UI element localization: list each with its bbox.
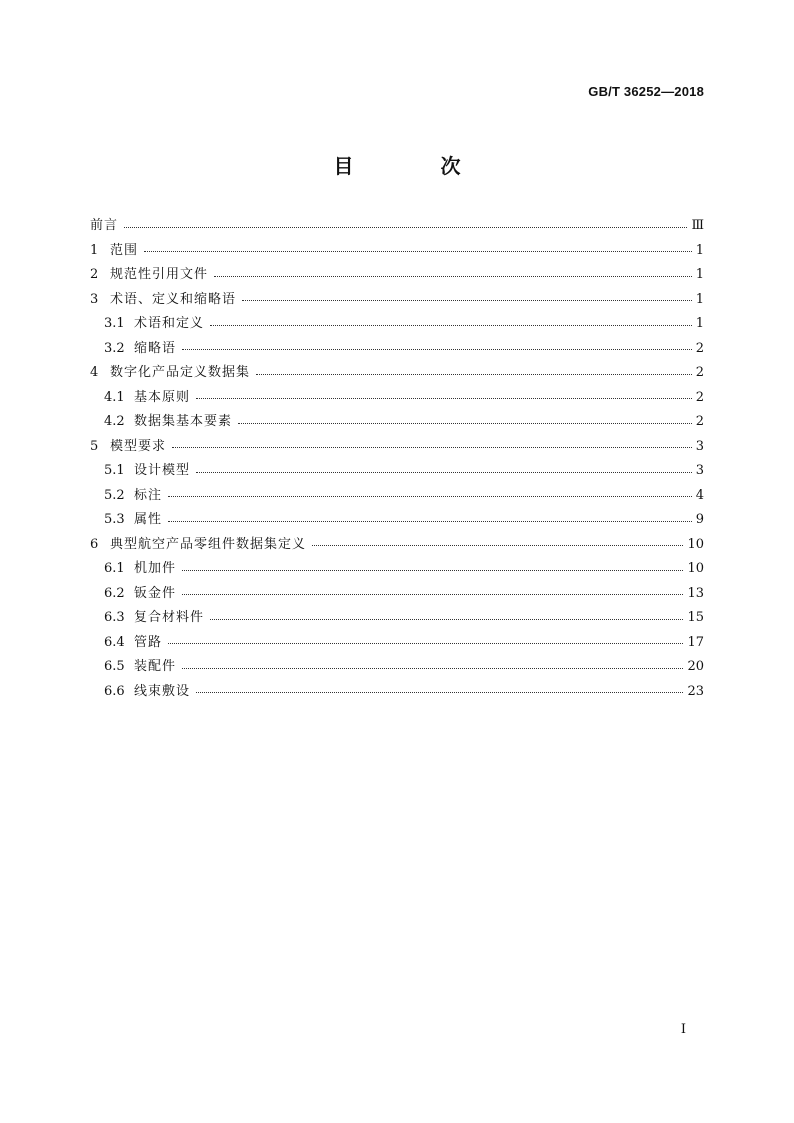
toc-entry-number: 5.2	[104, 487, 125, 503]
toc-entry-title: 线束敷设	[134, 683, 191, 699]
page-number: Ⅰ	[680, 1022, 686, 1037]
toc-entry-title: 术语、定义和缩略语	[110, 291, 237, 307]
toc-leader-dots	[182, 668, 683, 669]
toc-entry-title: 装配件	[134, 659, 177, 674]
toc-entry-page: 1	[695, 242, 704, 258]
toc-entry-5-1[interactable]	[90, 459, 704, 484]
toc-entry-page: 17	[687, 634, 704, 650]
toc-entry-6-5[interactable]	[90, 655, 704, 680]
toc-entry-title: 机加件	[134, 561, 177, 576]
toc-entry-page: 3	[695, 463, 704, 478]
toc-entry-number: 3.2	[104, 340, 125, 356]
toc-entry-number: 4.2	[104, 414, 125, 429]
toc-entry-3-2[interactable]	[90, 337, 704, 362]
toc-entry-1[interactable]	[90, 239, 704, 264]
toc-entry-4-1[interactable]	[90, 386, 704, 411]
toc-entry-title: 范围	[110, 242, 139, 258]
toc-entry-title: 典型航空产品零组件数据集定义	[110, 536, 307, 552]
toc-leader-dots	[182, 349, 692, 350]
toc-entry-title: 复合材料件	[134, 610, 205, 625]
toc-entry-number: 5.3	[104, 512, 125, 527]
toc-entry-6-1[interactable]	[90, 557, 704, 582]
toc-entry-5-2[interactable]	[90, 484, 704, 509]
toc-entry-number: 4.1	[104, 389, 125, 405]
toc-leader-dots	[242, 300, 692, 301]
toc-entry-6-4[interactable]	[90, 631, 704, 656]
table-of-contents	[90, 214, 704, 704]
toc-leader-dots	[196, 692, 683, 693]
toc-entry-page: 3	[695, 438, 704, 454]
toc-entry-5-3[interactable]	[90, 508, 704, 533]
toc-entry-title: 标注	[134, 487, 163, 503]
toc-leader-dots	[256, 374, 692, 375]
toc-entry-4[interactable]	[90, 361, 704, 386]
toc-entry-title: 规范性引用文件	[110, 267, 209, 282]
toc-leader-dots	[182, 594, 683, 595]
toc-entry-page: 4	[695, 487, 704, 503]
toc-entry-title: 前言	[90, 218, 119, 233]
toc-entry-number: 5	[90, 438, 99, 454]
toc-entry-5[interactable]	[90, 435, 704, 460]
toc-entry-title: 数字化产品定义数据集	[110, 365, 251, 380]
toc-leader-dots	[238, 423, 692, 424]
toc-entry-page: 23	[687, 683, 704, 699]
toc-entry-page: Ⅲ	[691, 218, 704, 233]
toc-entry-page: 9	[695, 512, 704, 527]
toc-entry-number: 6.6	[104, 683, 125, 699]
toc-entry-3-1[interactable]	[90, 312, 704, 337]
toc-leader-dots	[144, 251, 692, 252]
toc-leader-dots	[124, 227, 687, 228]
toc-entry-number: 6.2	[104, 585, 125, 601]
toc-entry-6[interactable]	[90, 533, 704, 558]
toc-entry-page: 1	[695, 316, 704, 331]
toc-entry-2[interactable]	[90, 263, 704, 288]
toc-entry-title: 数据集基本要素	[134, 414, 233, 429]
toc-entry-title: 模型要求	[110, 438, 167, 454]
toc-leader-dots	[182, 570, 683, 571]
toc-entry-number: 6.4	[104, 634, 125, 650]
toc-entry-6-6[interactable]	[90, 680, 704, 705]
toc-entry-title: 术语和定义	[134, 316, 205, 331]
toc-leader-dots	[312, 545, 683, 546]
toc-entry-page: 10	[687, 561, 704, 576]
toc-leader-dots	[210, 325, 692, 326]
toc-entry-number: 6.5	[104, 659, 125, 674]
toc-entry-number: 6	[90, 536, 99, 552]
toc-entry-3[interactable]	[90, 288, 704, 313]
toc-entry-page: 15	[687, 610, 704, 625]
toc-leader-dots	[214, 276, 692, 277]
toc-entry-page: 1	[695, 291, 704, 307]
standard-code: GB/T 36252—2018	[588, 84, 704, 99]
toc-entry-title: 基本原则	[134, 389, 191, 405]
toc-entry-page: 13	[687, 585, 704, 601]
toc-leader-dots	[196, 472, 692, 473]
toc-entry-title: 属性	[134, 512, 163, 527]
toc-entry-6-3[interactable]	[90, 606, 704, 631]
toc-entry-number: 1	[90, 242, 99, 258]
toc-entry-title: 钣金件	[134, 585, 177, 601]
toc-entry-title: 缩略语	[134, 340, 177, 356]
toc-entry-number: 6.3	[104, 610, 125, 625]
toc-entry-page: 2	[695, 389, 704, 405]
toc-entry-number: 2	[90, 267, 99, 282]
toc-entry-page: 1	[695, 267, 704, 282]
toc-entry-4-2[interactable]	[90, 410, 704, 435]
toc-leader-dots	[172, 447, 692, 448]
toc-entry-number: 3.1	[104, 316, 125, 331]
toc-entry-number: 4	[90, 365, 99, 380]
toc-entry-number: 3	[90, 291, 99, 307]
toc-entry-page: 2	[695, 414, 704, 429]
toc-entry-title: 设计模型	[134, 463, 191, 478]
toc-entry-page: 2	[695, 340, 704, 356]
toc-leader-dots	[168, 521, 692, 522]
toc-leader-dots	[168, 496, 692, 497]
toc-leader-dots	[210, 619, 683, 620]
toc-entry-page: 20	[687, 659, 704, 674]
toc-leader-dots	[168, 643, 683, 644]
toc-entry-title: 管路	[134, 634, 163, 650]
toc-entry-foreword[interactable]	[90, 214, 704, 239]
toc-entry-number: 5.1	[104, 463, 125, 478]
page-title: 目 次	[333, 154, 501, 178]
toc-entry-number: 6.1	[104, 561, 125, 576]
toc-entry-6-2[interactable]	[90, 582, 704, 607]
toc-entry-page: 10	[687, 536, 704, 552]
toc-leader-dots	[196, 398, 692, 399]
toc-entry-page: 2	[695, 365, 704, 380]
